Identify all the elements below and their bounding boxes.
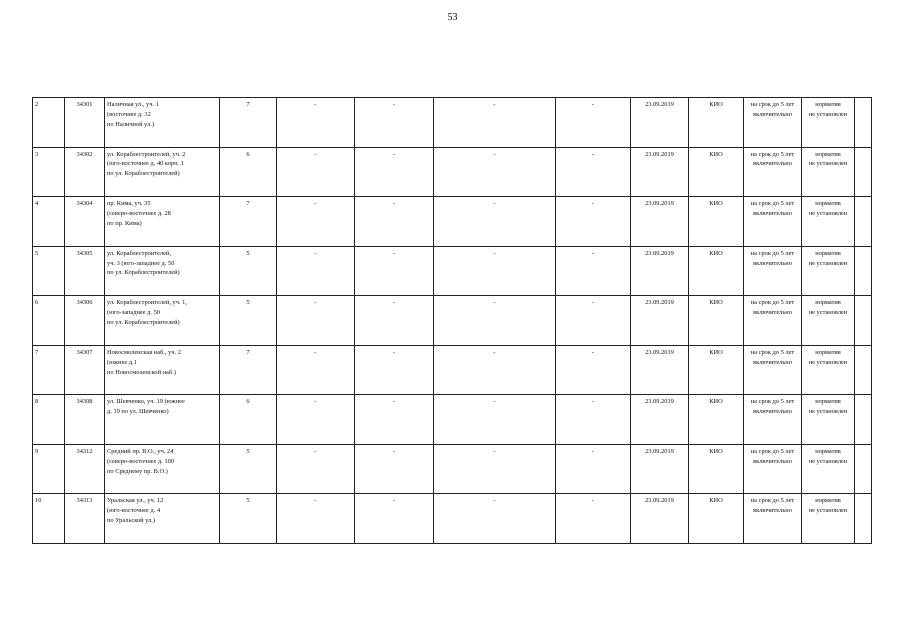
code-cell: 34313 bbox=[65, 494, 105, 544]
norm-cell-line: не установлен bbox=[808, 110, 848, 118]
zone-cell: 5 bbox=[220, 494, 277, 544]
norm-cell-line: не установлен bbox=[808, 408, 848, 416]
norm-cell bbox=[802, 345, 855, 395]
dash-cell: - bbox=[434, 197, 556, 247]
row-number-cell: 8 bbox=[33, 395, 65, 445]
dash-cell: - bbox=[556, 444, 631, 494]
address-cell bbox=[105, 98, 220, 148]
term-cell-line: включительно bbox=[753, 457, 792, 465]
page-number: 53 bbox=[447, 12, 458, 23]
code-cell: 34305 bbox=[65, 246, 105, 296]
norm-cell-line: не установлен bbox=[808, 259, 848, 267]
norm-cell-line: не установлен bbox=[808, 507, 848, 515]
code-cell: 34306 bbox=[65, 296, 105, 346]
date-cell: 23.09.2019 bbox=[631, 296, 689, 346]
row-number-cell: 5 bbox=[33, 246, 65, 296]
norm-cell-line: норматив bbox=[815, 101, 841, 108]
term-cell bbox=[744, 296, 802, 346]
address-cell bbox=[105, 494, 220, 544]
term-cell bbox=[744, 98, 802, 148]
norm-cell bbox=[802, 147, 855, 197]
term-cell bbox=[744, 197, 802, 247]
address-cell-line: (юго-западнее д. 50 bbox=[107, 309, 161, 317]
code-cell: 34312 bbox=[65, 444, 105, 494]
dash-cell: - bbox=[556, 98, 631, 148]
term-cell-line: включительно bbox=[753, 507, 792, 515]
dash-cell: - bbox=[277, 197, 355, 247]
table-row bbox=[33, 296, 872, 346]
registry-table bbox=[32, 97, 872, 544]
dash-cell: - bbox=[434, 444, 556, 494]
zone-cell: 6 bbox=[220, 395, 277, 445]
code-cell: 34304 bbox=[65, 197, 105, 247]
term-cell-line: включительно bbox=[753, 309, 792, 317]
dash-cell: - bbox=[434, 296, 556, 346]
dash-cell: - bbox=[556, 197, 631, 247]
dash-cell: - bbox=[355, 147, 434, 197]
term-cell bbox=[744, 395, 802, 445]
dash-cell: - bbox=[556, 494, 631, 544]
zone-cell: 7 bbox=[220, 345, 277, 395]
norm-cell-line: норматив bbox=[815, 200, 841, 208]
dash-cell: - bbox=[556, 296, 631, 346]
empty-cell bbox=[855, 395, 872, 445]
zone-cell: 5 bbox=[220, 246, 277, 296]
address-cell bbox=[105, 345, 220, 395]
norm-cell-line: не установлен bbox=[808, 457, 848, 465]
address-cell-line: Средний пр. В.О., уч. 24 bbox=[107, 447, 174, 455]
term-cell-line: включительно bbox=[753, 210, 792, 218]
dash-cell: - bbox=[434, 98, 556, 148]
zone-cell: 5 bbox=[220, 296, 277, 346]
empty-cell bbox=[855, 147, 872, 197]
date-cell: 23.09.2019 bbox=[631, 444, 689, 494]
row-number-cell: 4 bbox=[33, 197, 65, 247]
norm-cell-line: норматив bbox=[815, 398, 841, 406]
address-cell-line: по Среднему пр. В.О.) bbox=[107, 467, 168, 475]
empty-cell bbox=[855, 345, 872, 395]
organization-cell: КИО bbox=[689, 345, 744, 395]
date-cell: 23.09.2019 bbox=[631, 197, 689, 247]
address-cell-line: Новосмоленская наб., уч. 2 bbox=[107, 348, 181, 356]
address-cell-line: (юго-восточнее д. 40 корп. 1 bbox=[107, 160, 184, 168]
address-cell-line: (северо-восточнее д. 100 bbox=[107, 457, 175, 465]
address-cell-line: (восточнее д. 32 bbox=[107, 110, 151, 118]
address-cell-line: ул. Кораблестроителей, bbox=[107, 249, 171, 257]
registry-table-body bbox=[33, 98, 872, 544]
dash-cell: - bbox=[277, 98, 355, 148]
organization-cell: КИО bbox=[689, 147, 744, 197]
zone-cell: 5 bbox=[220, 444, 277, 494]
address-cell bbox=[105, 246, 220, 296]
date-cell: 23.09.2019 bbox=[631, 395, 689, 445]
dash-cell: - bbox=[355, 444, 434, 494]
zone-cell: 6 bbox=[220, 147, 277, 197]
term-cell-line: на срок до 5 лет bbox=[750, 299, 795, 307]
norm-cell-line: норматив bbox=[815, 299, 841, 307]
dash-cell: - bbox=[355, 395, 434, 445]
norm-cell bbox=[802, 494, 855, 544]
norm-cell bbox=[802, 246, 855, 296]
dash-cell: - bbox=[355, 246, 434, 296]
date-cell: 23.09.2019 bbox=[631, 98, 689, 148]
address-cell bbox=[105, 147, 220, 197]
address-cell-line: по ул. Кораблестроителей) bbox=[107, 170, 180, 178]
organization-cell: КИО bbox=[689, 296, 744, 346]
row-number-cell: 7 bbox=[33, 345, 65, 395]
term-cell-line: включительно bbox=[753, 110, 792, 118]
norm-cell-line: не установлен bbox=[808, 309, 848, 317]
dash-cell: - bbox=[355, 296, 434, 346]
dash-cell: - bbox=[434, 246, 556, 296]
term-cell-line: на срок до 5 лет bbox=[750, 101, 795, 108]
address-cell-line: Уральская ул., уч. 12 bbox=[107, 497, 164, 505]
term-cell bbox=[744, 444, 802, 494]
term-cell-line: включительно bbox=[753, 358, 792, 366]
code-cell: 34308 bbox=[65, 395, 105, 445]
address-cell-line: ул. Кораблестроителей, уч. 2 bbox=[107, 150, 186, 158]
zone-cell: 7 bbox=[220, 197, 277, 247]
address-cell-line: по Уральской ул.) bbox=[107, 517, 156, 525]
dash-cell: - bbox=[434, 494, 556, 544]
dash-cell: - bbox=[556, 395, 631, 445]
dash-cell: - bbox=[355, 98, 434, 148]
organization-cell: КИО bbox=[689, 98, 744, 148]
empty-cell bbox=[855, 246, 872, 296]
term-cell-line: включительно bbox=[753, 259, 792, 267]
dash-cell: - bbox=[556, 246, 631, 296]
organization-cell: КИО bbox=[689, 444, 744, 494]
norm-cell bbox=[802, 98, 855, 148]
dash-cell: - bbox=[556, 147, 631, 197]
term-cell-line: на срок до 5 лет bbox=[750, 150, 795, 158]
zone-cell: 7 bbox=[220, 98, 277, 148]
norm-cell bbox=[802, 444, 855, 494]
row-number-cell: 2 bbox=[33, 98, 65, 148]
dash-cell: - bbox=[277, 395, 355, 445]
address-cell bbox=[105, 444, 220, 494]
table-row bbox=[33, 246, 872, 296]
term-cell-line: включительно bbox=[753, 160, 792, 168]
empty-cell bbox=[855, 494, 872, 544]
address-cell bbox=[105, 395, 220, 445]
term-cell bbox=[744, 246, 802, 296]
term-cell-line: включительно bbox=[753, 408, 792, 416]
empty-cell bbox=[855, 197, 872, 247]
table-row bbox=[33, 147, 872, 197]
address-cell-line: по ул. Кораблестроителей) bbox=[107, 269, 180, 277]
address-cell bbox=[105, 197, 220, 247]
norm-cell-line: не установлен bbox=[808, 160, 848, 168]
address-cell-line: ул. Кораблестроителей, уч. 1, bbox=[107, 299, 187, 307]
address-cell-line: Наличная ул., уч. 1 bbox=[107, 101, 159, 108]
row-number-cell: 3 bbox=[33, 147, 65, 197]
address-cell-line: (юго-восточнее д. 4 bbox=[107, 507, 161, 515]
dash-cell: - bbox=[434, 395, 556, 445]
term-cell-line: на срок до 5 лет bbox=[750, 200, 795, 208]
table-row bbox=[33, 98, 872, 148]
dash-cell: - bbox=[355, 494, 434, 544]
table-row bbox=[33, 345, 872, 395]
date-cell: 23.09.2019 bbox=[631, 494, 689, 544]
address-cell-line: по Новосмоленской наб.) bbox=[107, 368, 176, 376]
dash-cell: - bbox=[434, 147, 556, 197]
organization-cell: КИО bbox=[689, 494, 744, 544]
dash-cell: - bbox=[277, 147, 355, 197]
term-cell-line: на срок до 5 лет bbox=[750, 447, 795, 455]
date-cell: 23.09.2019 bbox=[631, 345, 689, 395]
code-cell: 34302 bbox=[65, 147, 105, 197]
term-cell-line: на срок до 5 лет bbox=[750, 348, 795, 356]
norm-cell-line: норматив bbox=[815, 249, 841, 257]
dash-cell: - bbox=[277, 296, 355, 346]
dash-cell: - bbox=[556, 345, 631, 395]
dash-cell: - bbox=[277, 494, 355, 544]
table-row bbox=[33, 197, 872, 247]
term-cell-line: на срок до 5 лет bbox=[750, 249, 795, 257]
term-cell-line: на срок до 5 лет bbox=[750, 398, 795, 406]
address-cell-line: по ул. Кораблестроителей) bbox=[107, 319, 180, 327]
address-cell-line: по Наличной ул.) bbox=[107, 120, 155, 128]
code-cell: 34301 bbox=[65, 98, 105, 148]
date-cell: 23.09.2019 bbox=[631, 246, 689, 296]
code-cell: 34307 bbox=[65, 345, 105, 395]
term-cell bbox=[744, 494, 802, 544]
address-cell-line: ул. Шевченко, уч. 19 (южнее bbox=[107, 398, 185, 406]
norm-cell-line: норматив bbox=[815, 150, 841, 158]
address-cell-line: по пр. Кима) bbox=[107, 219, 142, 227]
norm-cell-line: не установлен bbox=[808, 210, 848, 218]
norm-cell-line: норматив bbox=[815, 497, 841, 505]
empty-cell bbox=[855, 98, 872, 148]
dash-cell: - bbox=[434, 345, 556, 395]
dash-cell: - bbox=[277, 246, 355, 296]
row-number-cell: 6 bbox=[33, 296, 65, 346]
table-row bbox=[33, 494, 872, 544]
row-number-cell: 10 bbox=[33, 494, 65, 544]
term-cell bbox=[744, 345, 802, 395]
address-cell-line: пр. Кима, уч. 35 bbox=[107, 200, 151, 208]
address-cell-line: уч. 3 (юго-западнее д. 50 bbox=[107, 259, 175, 267]
norm-cell-line: норматив bbox=[815, 348, 841, 356]
term-cell bbox=[744, 147, 802, 197]
dash-cell: - bbox=[277, 444, 355, 494]
norm-cell bbox=[802, 395, 855, 445]
address-cell-line: д. 19 по ул. Шевченко) bbox=[107, 408, 169, 416]
organization-cell: КИО bbox=[689, 395, 744, 445]
date-cell: 23.09.2019 bbox=[631, 147, 689, 197]
organization-cell: КИО bbox=[689, 246, 744, 296]
empty-cell bbox=[855, 444, 872, 494]
table-row bbox=[33, 444, 872, 494]
term-cell-line: на срок до 5 лет bbox=[750, 497, 795, 505]
norm-cell bbox=[802, 296, 855, 346]
dash-cell: - bbox=[355, 345, 434, 395]
norm-cell-line: норматив bbox=[815, 447, 841, 455]
row-number-cell: 9 bbox=[33, 444, 65, 494]
norm-cell bbox=[802, 197, 855, 247]
dash-cell: - bbox=[355, 197, 434, 247]
organization-cell: КИО bbox=[689, 197, 744, 247]
norm-cell-line: не установлен bbox=[808, 358, 848, 366]
address-cell-line: (северо-восточнее д. 28 bbox=[107, 210, 171, 218]
address-cell-line: (южнее д.1 bbox=[107, 358, 137, 366]
address-cell bbox=[105, 296, 220, 346]
dash-cell: - bbox=[277, 345, 355, 395]
table-row bbox=[33, 395, 872, 445]
empty-cell bbox=[855, 296, 872, 346]
